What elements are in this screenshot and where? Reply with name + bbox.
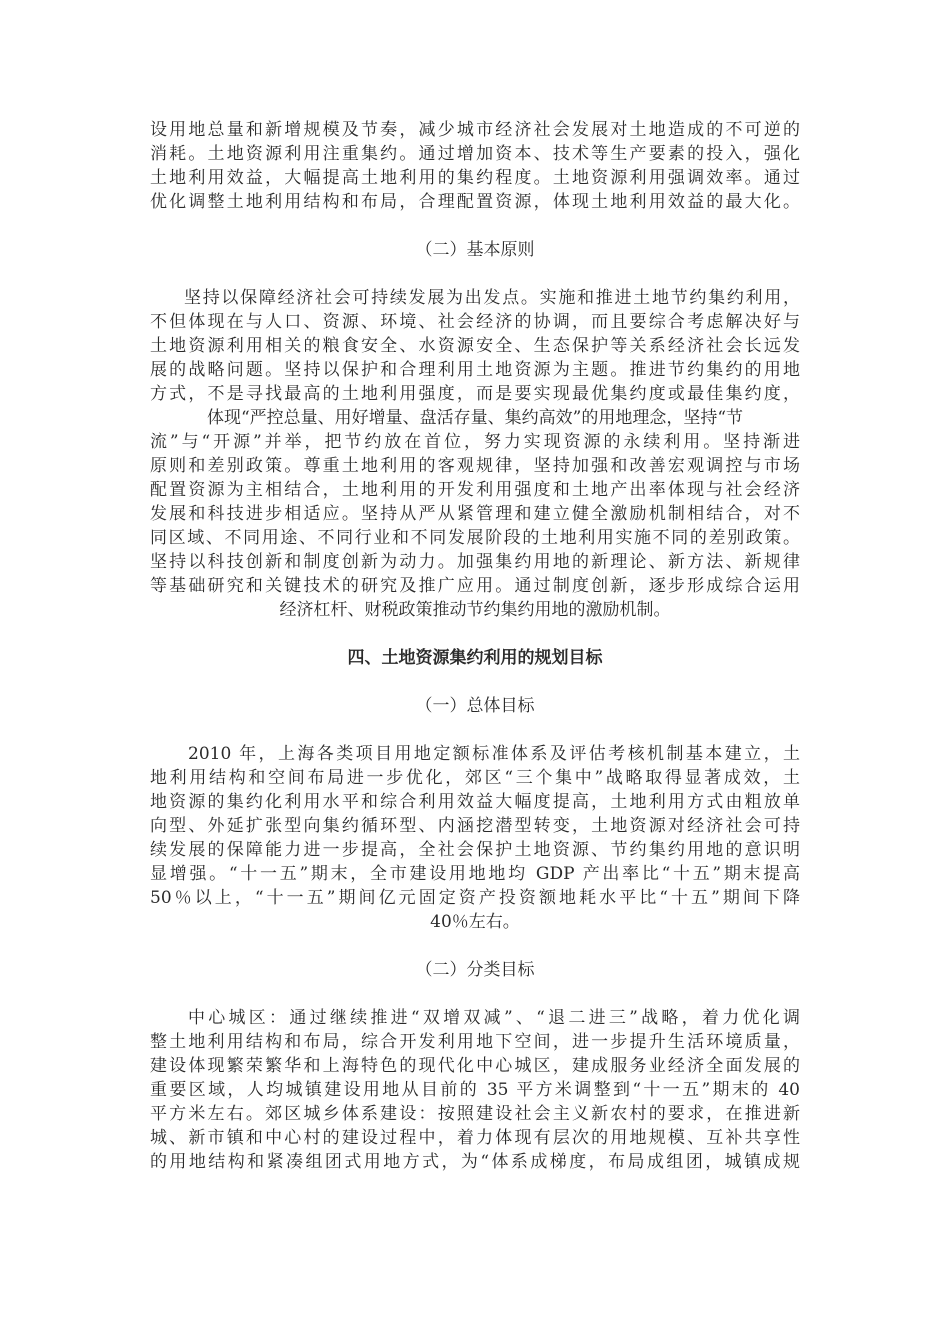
section-title: 四、土地资源集约利用的规划目标 [347, 648, 603, 668]
principles-paragraph [150, 286, 800, 622]
text-line: 经济杠杆、财税政策推动节约集约用地的激励机制。 [279, 600, 671, 620]
text-line: 发展和科技进步相适应。坚持从严从紧管理和建立健全激励机制相结合，对不 [150, 504, 800, 524]
text-line: 城、新市镇和中心村的建设过程中，着力体现有层次的用地规模、互补共享性 [150, 1128, 800, 1148]
text-line: 地资源的集约化利用水平和综合利用效益大幅度提高，土地利用方式由粗放单 [150, 792, 800, 812]
heading-basic-principles: （二）基本原则 [415, 240, 535, 260]
text-line: 的用地结构和紧凑组团式用地方式，为“体系成梯度，布局成组团，城镇成规 [150, 1152, 800, 1172]
text-line: 设用地总量和新增规模及节奏，减少城市经济社会发展对土地造成的不可逆的 [150, 120, 800, 140]
text-line: 建设体现繁荣繁华和上海特色的现代化中心城区，建成服务业经济全面发展的 [150, 1056, 800, 1076]
text-line: 流”与“开源”并举，把节约放在首位，努力实现资源的永续利用。坚持渐进 [150, 432, 800, 452]
text-line: 平方米左右。郊区城乡体系建设：按照建设社会主义新农村的要求，在推进新 [150, 1104, 800, 1124]
text-line: 中心城区：通过继续推进“双增双减”、“退二进三”战略，着力优化调 [188, 1008, 800, 1028]
text-line: 50％以上，“十一五”期间亿元固定资产投资额地耗水平比“十五”期间下降 [150, 888, 800, 908]
overall-goal-paragraph [150, 742, 800, 934]
text-line: 同区域、不同用途、不同行业和不同发展阶段的土地利用实施不同的差别政策。 [150, 528, 800, 548]
text-line: 重要区域，人均城镇建设用地从目前的 35 平方米调整到“十一五”期末的 40 [150, 1080, 800, 1100]
text-line: 土地资源利用相关的粮食安全、水资源安全、生态保护等关系经济社会长远发 [150, 336, 800, 356]
text-line: 展的战略问题。坚持以保护和合理利用土地资源为主题。推进节约集约的用地 [150, 360, 800, 380]
intro-paragraph [150, 118, 800, 214]
category-goal-paragraph [150, 1006, 800, 1174]
heading-overall-goal: （一）总体目标 [415, 696, 535, 716]
text-line: 方式，不是寻找最高的土地利用强度，而是要实现最优集约度或最佳集约度， [150, 384, 800, 404]
text-line: 地利用结构和空间布局进一步优化，郊区“三个集中”战略取得显著成效，土 [150, 768, 800, 788]
document-page [150, 118, 800, 1174]
text-line: 土地利用效益，大幅提高土地利用的集约程度。土地资源利用强调效率。通过 [150, 168, 800, 188]
text-line: 40％左右。 [430, 912, 520, 932]
text-line: 体现“严控总量、用好增量、盘活存量、集约高效”的用地理念，坚持“节 [206, 408, 744, 428]
text-line: 整土地利用结构和布局，综合开发利用地下空间，进一步提升生活环境质量， [150, 1032, 800, 1052]
text-line: 向型、外延扩张型向集约循环型、内涵挖潜型转变，土地资源对经济社会可持 [150, 816, 800, 836]
text-line: 坚持以保障经济社会可持续发展为出发点。实施和推进土地节约集约利用， [184, 288, 800, 308]
text-line: 坚持以科技创新和制度创新为动力。加强集约用地的新理论、新方法、新规律 [150, 552, 800, 572]
text-line: 显增强。“十一五”期末，全市建设用地地均 GDP 产出率比“十五”期末提高 [150, 864, 800, 884]
text-line: 不但体现在与人口、资源、环境、社会经济的协调，而且要综合考虑解决好与 [150, 312, 800, 332]
text-line: 配置资源为主相结合，土地利用的开发利用强度和土地产出率体现与社会经济 [150, 480, 800, 500]
text-line: 优化调整土地利用结构和布局，合理配置资源，体现土地利用效益的最大化。 [150, 192, 800, 212]
text-line: 原则和差别政策。尊重土地利用的客观规律，坚持加强和改善宏观调控与市场 [150, 456, 800, 476]
text-line: 等基础研究和关键技术的研究及推广应用。通过制度创新，逐步形成综合运用 [150, 576, 800, 596]
text-line: 续发展的保障能力进一步提高，全社会保护土地资源、节约集约用地的意识明 [150, 840, 800, 860]
heading-category-goal: （二）分类目标 [415, 960, 535, 980]
text-line: 2010 年，上海各类项目用地定额标准体系及评估考核机制基本建立，土 [188, 744, 800, 764]
text-line: 消耗。土地资源利用注重集约。通过增加资本、技术等生产要素的投入，强化 [150, 144, 800, 164]
